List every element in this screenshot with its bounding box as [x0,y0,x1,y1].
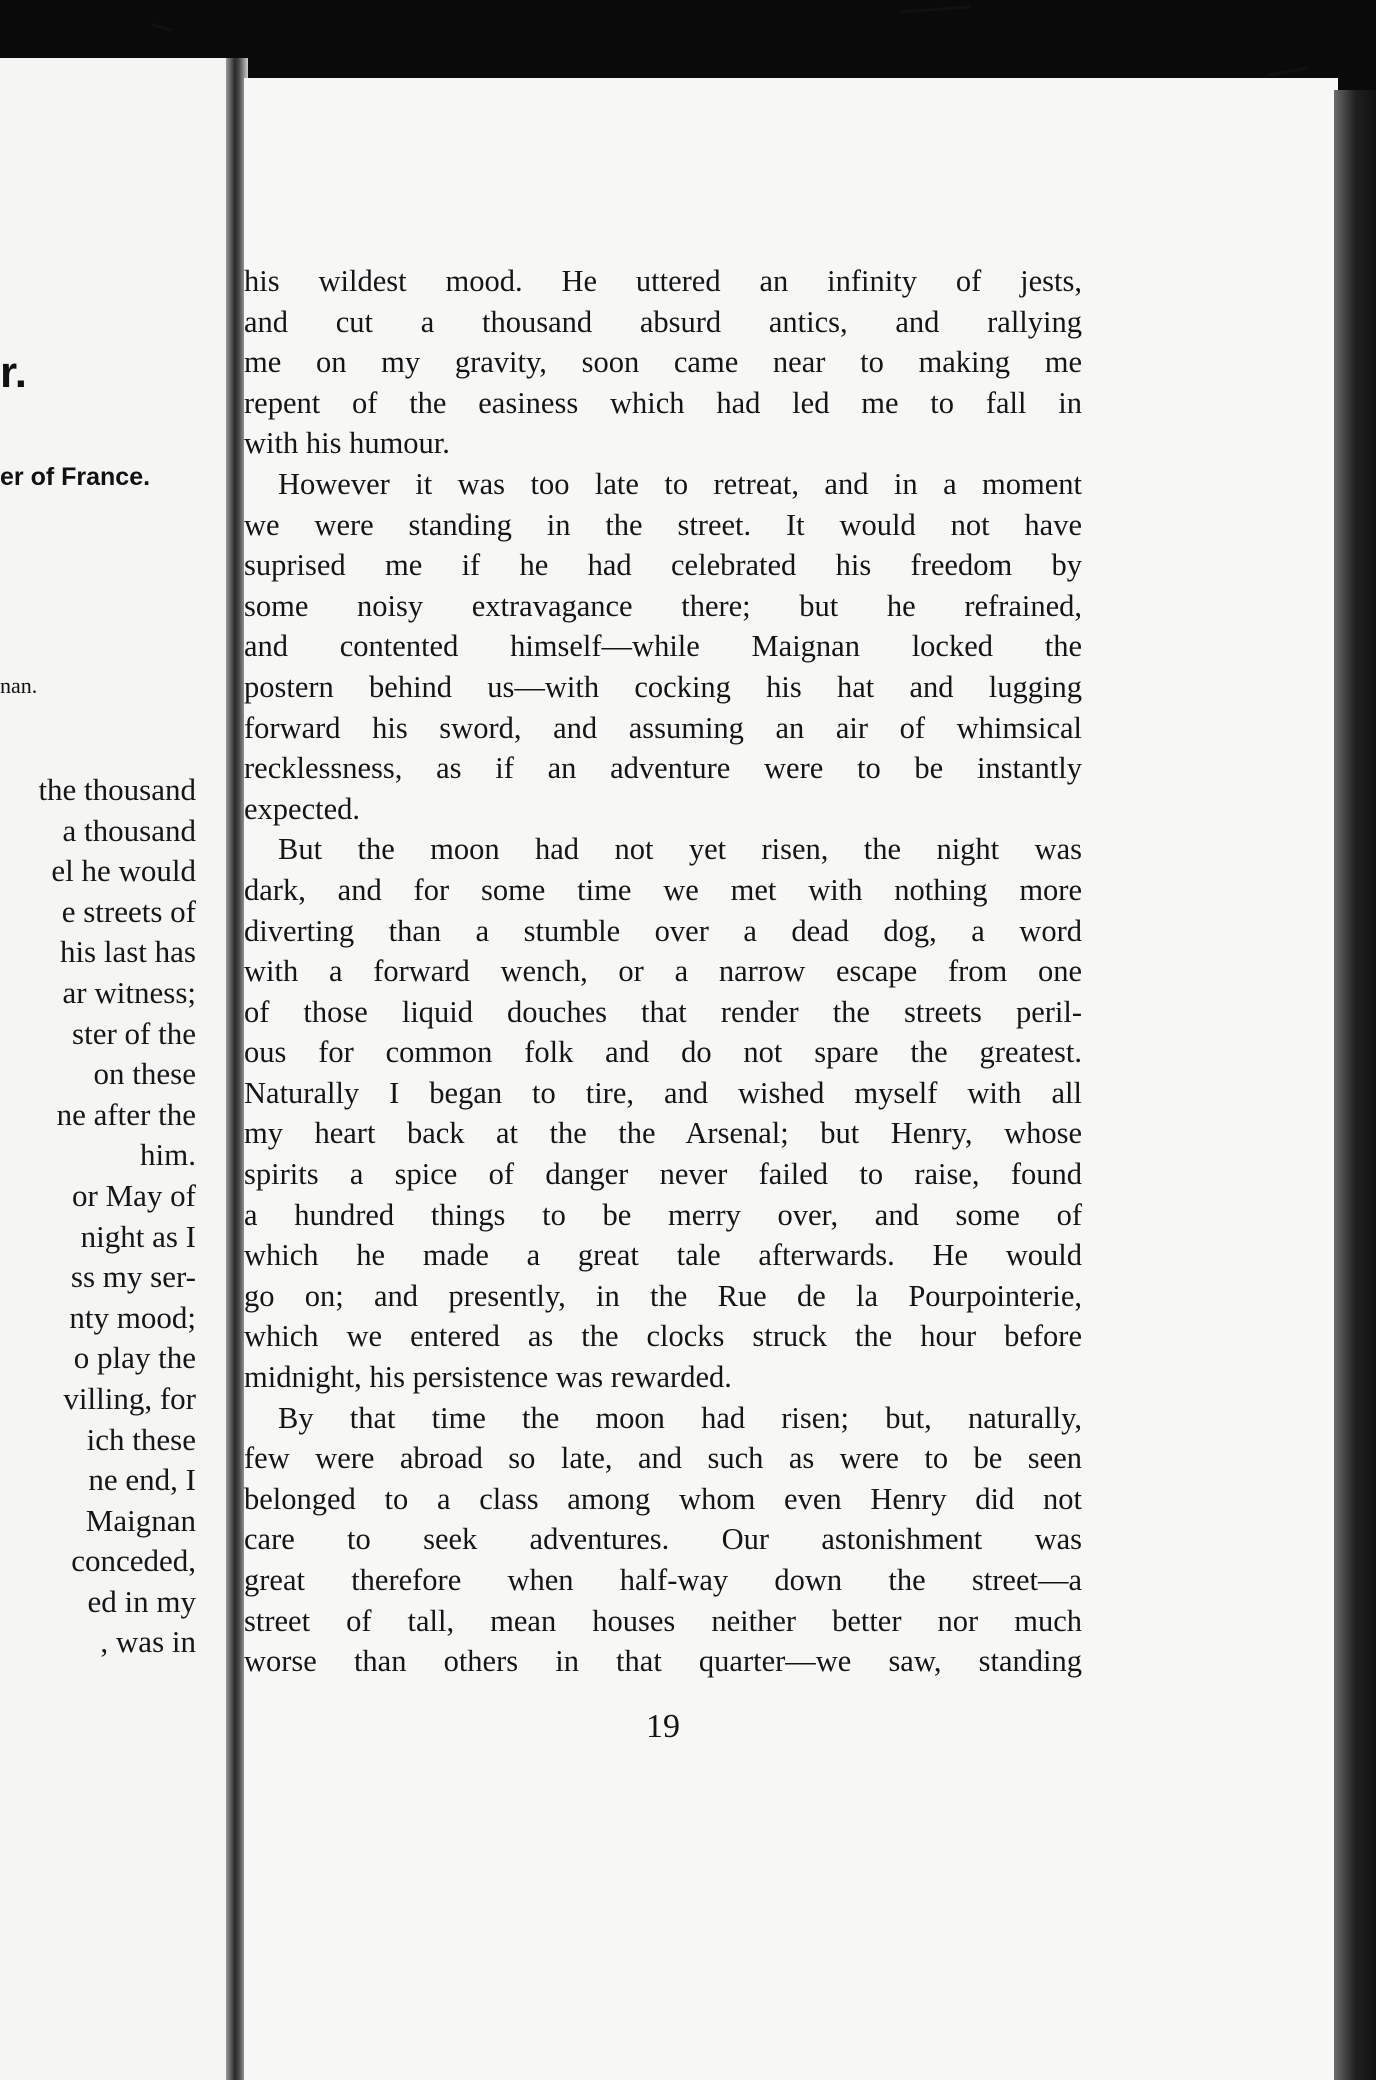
text-line: some noisy extravagance there; but he refrained, [244,588,1082,623]
text-line: which he made a great tale afterwards. He would [244,1238,1082,1273]
page-number: 19 [646,1708,680,1745]
body-text [244,261,1082,1682]
left-line: conceded, [71,1543,196,1579]
text-line: few were abroad so late, and such as were to be seen [244,1441,1082,1476]
text-line: suprised me if he had celebrated his freedom by [244,548,1082,583]
left-line: on these [93,1056,196,1092]
text-line: postern behind us—with cocking his hat and lugging [244,669,1082,704]
text-line: his wildest mood. He uttered an infinity of jests, [244,264,1082,298]
text-line: repent of the easiness which had led me to fall in [244,385,1082,420]
left-page [0,58,232,2080]
left-line: ster of the [72,1015,196,1051]
page-edge [1334,90,1376,2080]
text-line: and cut a thousand absurd antics, and rallying [244,304,1082,339]
text-line: spirits a spice of danger never failed to raise, found [244,1157,1082,1192]
left-line: him. [140,1137,196,1173]
text-line: dark, and for some time we met with nothing more [244,872,1082,907]
text-line: a hundred things to be merry over, and some of [244,1197,1082,1232]
text-line: expected. [244,791,360,826]
text-line: forward his sword, and assuming an air of whimsical [244,710,1082,745]
text-line: By that time the moon had risen; but, naturally, [278,1400,1082,1435]
text-line: ous for common folk and do not spare the greatest. [244,1035,1082,1070]
left-line: ne after the [56,1096,196,1132]
text-line: me on my gravity, soon came near to making me [244,345,1082,380]
left-line: a thousand [62,812,196,848]
text-line: of those liquid douches that render the streets peril- [244,994,1082,1029]
left-line: , was in [100,1624,196,1660]
dust-speck [1268,67,1308,77]
left-line: e streets of [61,893,196,929]
left-line: ich these [86,1421,196,1457]
text-line: But the moon had not yet risen, the night was [278,832,1082,867]
text-line: we were standing in the street. It would not have [244,507,1082,542]
text-line: street of tall, mean houses neither better nor much [244,1603,1082,1638]
left-line: the thousand [38,772,196,807]
text-line: midnight, his persistence was rewarded. [244,1360,732,1395]
left-line: o play the [73,1340,196,1376]
text-line: and contented himself—while Maignan locked the [244,629,1082,664]
left-line: his last has [59,934,196,970]
left-running-head: er of France. [0,463,151,491]
text-line: my heart back at the the Arsenal; but Henry, whose [244,1116,1082,1151]
text-line: belonged to a class among whom even Henry did not [244,1481,1082,1516]
text-line: recklessness, as if an adventure were to be instantly [244,751,1082,786]
left-heading-fragment: r. [0,348,27,397]
text-line: Naturally I began to tire, and wished myself with all [244,1075,1082,1110]
text-line: care to seek adventures. Our astonishment was [244,1522,1082,1557]
text-line: with a forward wench, or a narrow escape from one [244,954,1082,989]
left-line: night as I [80,1218,196,1254]
text-line: great therefore when half-way down the street—a [244,1563,1082,1597]
left-line: ne end, I [88,1462,196,1498]
left-line: nty mood; [69,1299,196,1335]
left-line: or May of [72,1177,196,1213]
left-line: Maignan [85,1502,196,1538]
left-line: ar witness; [62,974,196,1010]
text-line: worse than others in that quarter—we saw, standing [244,1644,1082,1679]
text-line: which we entered as the clocks struck the hour before [244,1319,1082,1354]
text-line: diverting than a stumble over a dead dog, a word [244,913,1082,948]
dust-speck [900,6,970,14]
left-line: ed in my [87,1583,196,1619]
left-line: ss my ser- [70,1259,196,1295]
text-line: with his humour. [244,426,450,461]
left-text-fragments [38,770,196,1663]
right-page [244,78,1338,2080]
text-line: go on; and presently, in the Rue de la Pourpointerie, [244,1278,1082,1313]
left-line: el he would [51,853,196,889]
left-line: villing, for [63,1380,196,1416]
left-byline-fragment: nan. [0,673,38,698]
text-line: However it was too late to retreat, and in a moment [278,466,1082,501]
dust-speck [152,23,172,32]
